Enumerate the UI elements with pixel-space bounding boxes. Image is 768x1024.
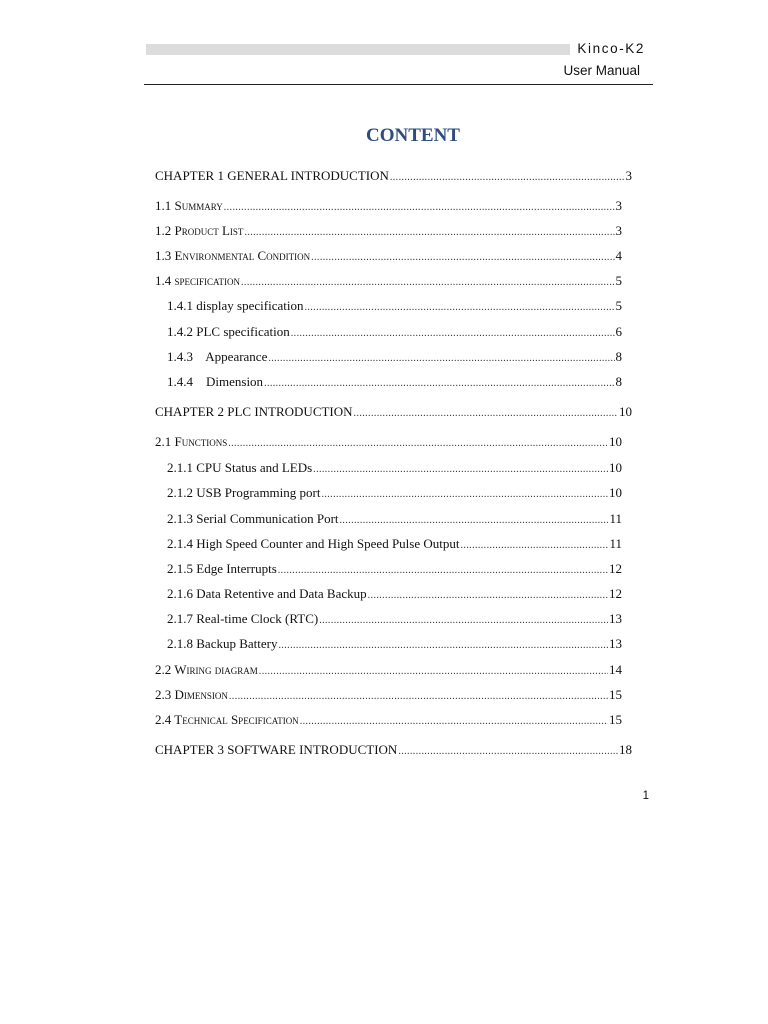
toc-dot-leader <box>460 538 608 554</box>
toc-entry-label: 1.1 Summary <box>155 198 223 213</box>
toc-dot-leader <box>390 170 625 186</box>
toc-dot-leader <box>229 689 608 705</box>
toc-dot-leader <box>319 613 608 629</box>
toc-entry-1-4[interactable] <box>155 273 622 291</box>
toc-entry-label: 2.1.2 USB Programming port <box>167 485 321 500</box>
toc-entry-page: 13 <box>609 636 622 651</box>
toc-entry-page: 4 <box>615 248 622 263</box>
toc-entry-chapter-1[interactable] <box>155 168 632 186</box>
toc-entry-page: 13 <box>609 611 622 626</box>
toc-title: CONTENT <box>366 125 460 146</box>
toc-dot-leader <box>354 406 618 422</box>
toc-entry-page: 11 <box>609 511 622 526</box>
toc-entry-label: 2.1.6 Data Retentive and Data Backup <box>167 586 367 601</box>
toc-entry-2-1-1[interactable] <box>167 460 622 478</box>
toc-dot-leader <box>259 664 608 680</box>
toc-dot-leader <box>224 200 615 216</box>
toc-entry-page: 10 <box>609 485 622 500</box>
toc-entry-page: 6 <box>615 324 622 339</box>
toc-dot-leader <box>244 225 614 241</box>
toc-entry-label: 2.1.4 High Speed Counter and High Speed Pulse Output <box>167 536 460 551</box>
toc-entry-2-1[interactable] <box>155 434 622 452</box>
toc-dot-leader <box>241 275 614 291</box>
toc-entry-2-3[interactable] <box>155 687 622 705</box>
toc-entry-2-1-6[interactable] <box>167 586 622 604</box>
toc-entry-page: 3 <box>625 168 632 183</box>
toc-entry-1-4-2[interactable] <box>167 324 622 342</box>
toc-dot-leader <box>278 563 608 579</box>
toc-entry-page: 12 <box>609 561 622 576</box>
toc-entry-page: 5 <box>615 298 622 313</box>
toc-dot-leader <box>321 487 608 503</box>
toc-entry-label: CHAPTER 2 PLC INTRODUCTION <box>155 404 353 419</box>
toc-dot-leader <box>311 250 614 266</box>
toc-entry-page: 5 <box>615 273 622 288</box>
toc-entry-2-4[interactable] <box>155 712 622 730</box>
toc-entry-label: 2.1.3 Serial Communication Port <box>167 511 339 526</box>
toc-entry-label: 2.1.5 Edge Interrupts <box>167 561 277 576</box>
toc-entry-page: 15 <box>609 712 622 727</box>
toc-entry-page: 10 <box>619 404 632 419</box>
toc-entry-page: 14 <box>609 662 622 677</box>
toc-dot-leader <box>368 588 608 604</box>
toc-dot-leader <box>398 744 618 760</box>
toc-dot-leader <box>291 326 615 342</box>
toc-dot-leader <box>268 351 614 367</box>
toc-entry-1-4-3[interactable] <box>167 349 622 367</box>
toc-dot-leader <box>313 462 608 478</box>
header-subtitle: User Manual <box>563 63 640 78</box>
toc-entry-label: 1.4.1 display specification <box>167 298 304 313</box>
toc-entry-label: CHAPTER 1 GENERAL INTRODUCTION <box>155 168 389 183</box>
toc-entry-chapter-2[interactable] <box>155 404 632 422</box>
toc-entry-1-3[interactable] <box>155 248 622 266</box>
toc-entry-1-2[interactable] <box>155 223 622 241</box>
toc-entry-2-1-3[interactable] <box>167 511 622 529</box>
toc-entry-label: 2.1.8 Backup Battery <box>167 636 278 651</box>
toc-entry-label: 1.4.3 Appearance <box>167 349 268 364</box>
toc-entry-page: 18 <box>619 742 632 757</box>
toc-dot-leader <box>228 436 608 452</box>
toc-entry-page: 8 <box>615 349 622 364</box>
toc-entry-page: 12 <box>609 586 622 601</box>
header-product-name: Kinco-K2 <box>577 41 645 56</box>
toc-dot-leader <box>300 714 608 730</box>
toc-dot-leader <box>264 376 614 392</box>
toc-entry-label: 2.3 Dimension <box>155 687 228 702</box>
toc-entry-label: 1.4 specification <box>155 273 241 288</box>
toc-entry-2-1-8[interactable] <box>167 636 622 654</box>
toc-entry-1-4-1[interactable] <box>167 298 622 316</box>
toc-entry-2-1-7[interactable] <box>167 611 622 629</box>
toc-dot-leader <box>304 300 614 316</box>
toc-entry-page: 3 <box>615 223 622 238</box>
page-number: 1 <box>642 790 649 802</box>
toc-entry-page: 10 <box>609 460 622 475</box>
toc-entry-1-4-4[interactable] <box>167 374 622 392</box>
toc-dot-leader <box>340 513 609 529</box>
toc-entry-label: 1.2 Product List <box>155 223 244 238</box>
toc-entry-label: 1.4.2 PLC specification <box>167 324 290 339</box>
toc-entry-label: CHAPTER 3 SOFTWARE INTRODUCTION <box>155 742 398 757</box>
toc-entry-label: 2.4 Technical Specification <box>155 712 299 727</box>
toc-entry-page: 3 <box>615 198 622 213</box>
toc-entry-2-2[interactable] <box>155 662 622 680</box>
toc-entry-label: 1.3 Environmental Condition <box>155 248 311 263</box>
toc-entry-2-1-2[interactable] <box>167 485 622 503</box>
toc-entry-2-1-5[interactable] <box>167 561 622 579</box>
toc-entry-page: 10 <box>609 434 622 449</box>
toc-entry-2-1-4[interactable] <box>167 536 622 554</box>
toc-entry-label: 2.1.1 CPU Status and LEDs <box>167 460 313 475</box>
toc-entry-1-1[interactable] <box>155 198 622 216</box>
toc-entry-label: 2.1 Functions <box>155 434 228 449</box>
toc-dot-leader <box>278 638 608 654</box>
toc-entry-page: 15 <box>609 687 622 702</box>
toc-entry-page: 8 <box>615 374 622 389</box>
toc-entry-page: 11 <box>609 536 622 551</box>
toc-entry-label: 1.4.4 Dimension <box>167 374 264 389</box>
toc-entry-chapter-3[interactable] <box>155 742 632 760</box>
toc-entry-label: 2.2 Wiring diagram <box>155 662 258 677</box>
toc-entry-label: 2.1.7 Real-time Clock (RTC) <box>167 611 319 626</box>
